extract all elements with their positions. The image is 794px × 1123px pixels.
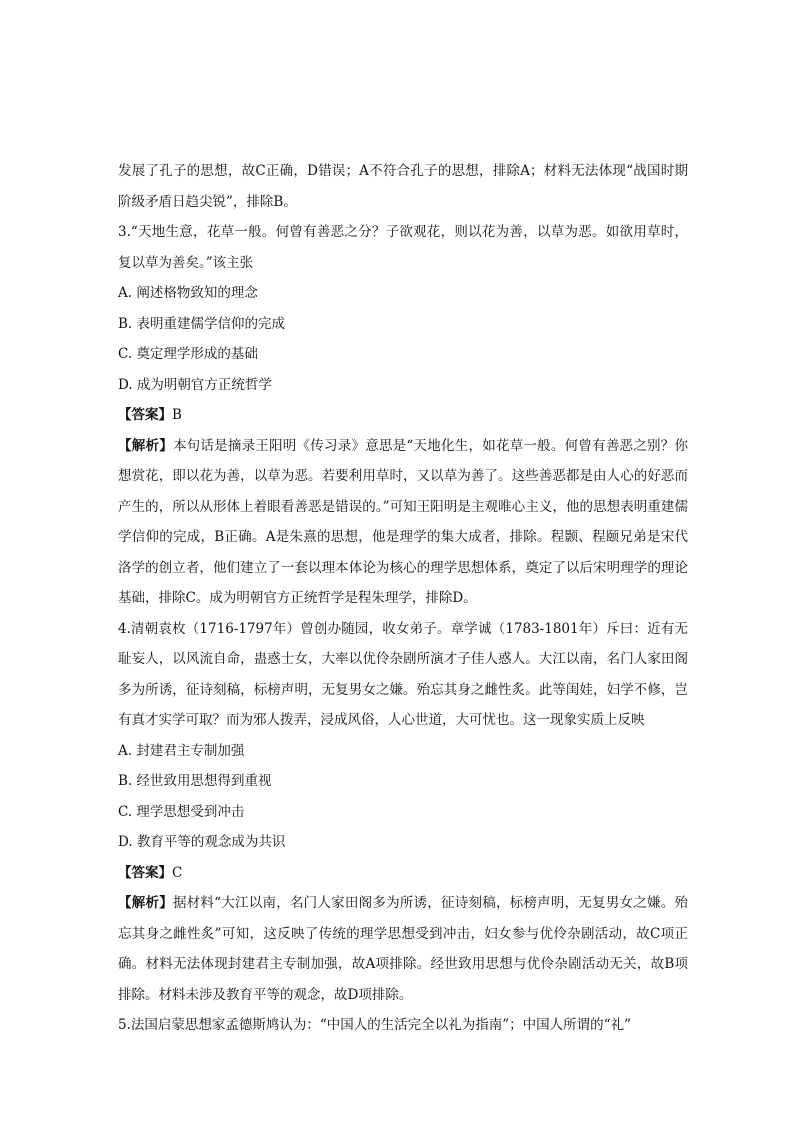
answer-value: C (172, 864, 183, 881)
question-3-option-c: C. 奠定理学形成的基础 (118, 346, 258, 362)
analysis-text: 据材料“大江以南，名门人家田阁多为所诱，征诗刻稿，标榜声明，无复男女之嫌。殆忘其身之雌性炙”可知，这反映了传统的理学思想受到冲击，妇女参与优伶杂剧活动，故C项正确。材料无法体现封建君主专制加强，故A项排除。经世致用思想与优伶杂剧活动无关，故B项排除。材料未涉及教育平等的观念，故D项排除。 (118, 895, 688, 1003)
document-page (118, 156, 688, 1041)
question-3-option-a: A. 阐述格物致知的理念 (118, 285, 258, 301)
question-3-option-b: B. 表明重建儒学信仰的完成 (118, 315, 286, 332)
question-4-option-a: A. 封建君主专制加强 (118, 742, 245, 759)
question-4-option-d: D. 教育平等的观念成为共识 (118, 834, 286, 850)
question-5-stem: 5.法国启蒙思想家孟德斯鸠认为：“中国人的生活完全以礼为指南”；中国人所谓的“礼” (118, 1017, 631, 1033)
question-3-analysis (118, 431, 688, 614)
question-3-answer (118, 400, 688, 431)
analysis-tag: 【解析】 (118, 895, 173, 911)
answer-value: B (172, 407, 182, 423)
question-4-analysis (118, 888, 688, 1010)
question-4-option-c: C. 理学思想受到冲击 (118, 803, 245, 820)
intro-paragraph: 发展了孔子的思想，故C正确，D错误；A不符合孔子的思想，排除A；材料无法体现“战国时期阶级矛盾日趋尖锐”，排除B。 (118, 163, 688, 210)
answer-tag: 【答案】 (118, 407, 172, 423)
question-4-stem: 4.清朝袁枚（1716-1797年）曾创办随园，收女弟子。章学诚（1783-1801年）斥曰：近有无耻妄人，以风流自命，蛊惑士女，大率以优伶杂剧所演才子佳人惑人。大江以南，名门人家田阁多为所诱，征诗刻稿，标榜声明，无复男女之嫌。殆忘其身之雌性炙。此等闺娃，妇学不修，岂有真才实学可取？而为邪人拨弄，浸成风俗，人心世道，大可忧也。这一现象实质上反映 (118, 620, 688, 728)
analysis-tag: 【解析】 (118, 437, 173, 454)
question-4-option-b: B. 经世致用思想得到重视 (118, 773, 272, 789)
analysis-text: 本句话是摘录王阳明《传习录》意思是“天地化生，如花草一般。何曾有善恶之别？你想赏花，即以花为善，以草为恶。若要利用草时，又以草为善了。这些善恶都是由人心的好恶而产生的，所以从形体上着眼看善恶是错误的。”可知王阳明是主观唯心主义，他的思想表明重建儒学信仰的完成，B正确。A是朱熹的思想，他是理学的集大成者，排除。程颢、程颐兄弟是宋代洛学的创立者，他们建立了一套以理本体论为核心的理学思想体系，奠定了以后宋明理学的理论基础，排除C。成为明朝官方正统哲学是程朱理学，排除D。 (118, 437, 688, 606)
question-4-answer (118, 858, 688, 889)
question-3-stem: 3.“天地生意，花草一般。何曾有善恶之分？子欲观花，则以花为善，以草为恶。如欲用草时，复以草为善矣。”该主张 (118, 224, 688, 271)
answer-tag: 【答案】 (118, 864, 172, 881)
question-3-option-d: D. 成为明朝官方正统哲学 (118, 376, 272, 393)
